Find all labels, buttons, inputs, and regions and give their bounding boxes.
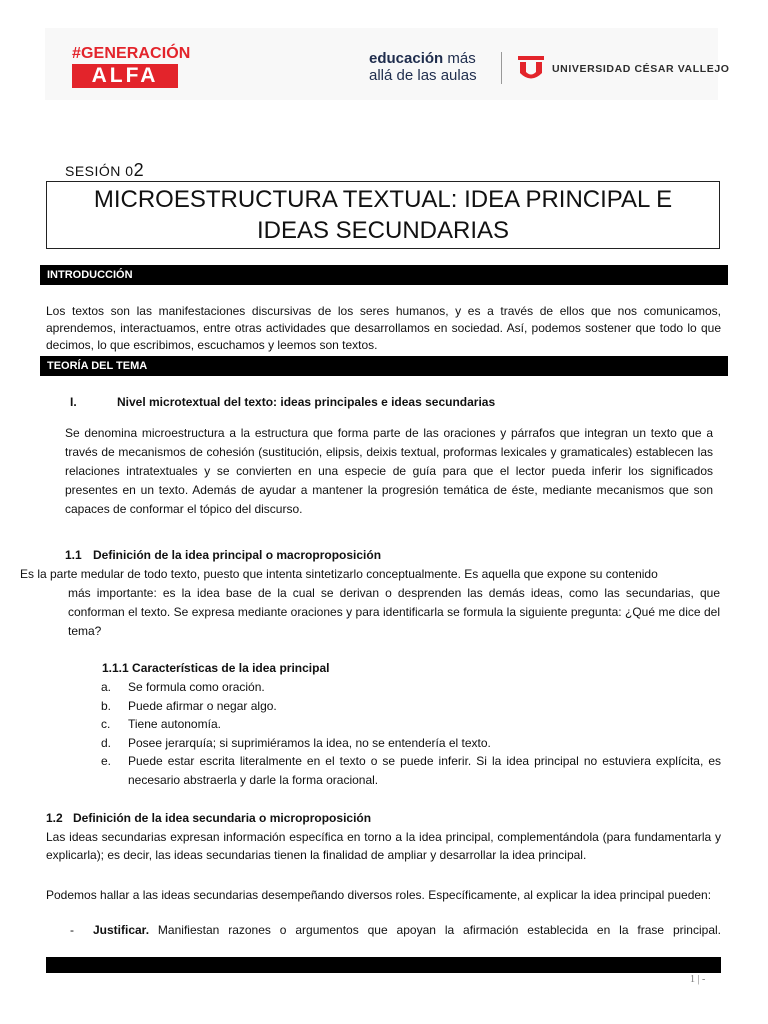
section-1-1-first-line: Es la parte medular de todo texto, puesto que intenta sintetizarlo conceptualmente. Es aquella que expone su contenido [20, 567, 658, 581]
session-label: SESIÓN 02 [65, 160, 145, 180]
section-1-2-paragraph-1: Las ideas secundarias expresan información específica en torno a la idea principal, complementándola (para fundamentarla y explicarla); es decir, las ideas secundarias tienen la finalidad de ampliar y desarrollar la idea principal. [46, 830, 721, 862]
list-item: e. Puede estar escrita literalmente en el texto o se puede inferir. Si la idea principal no estuviera explícita, es necesario abstraerla y darle la forma oracional. [101, 754, 721, 787]
section-1-1-paragraph: más importante: es la idea base de la cual se derivan o desprenden las demás ideas, como las secundarias, que conforman el texto. Se expresa mediante oraciones y para identificarla se formula la siguiente pregunta: ¿Qué me dice del tema? [68, 586, 720, 638]
list-item: b. Puede afirmar o negar algo. [101, 698, 277, 713]
section1-title: Nivel microtextual del texto: ideas principales e ideas secundarias [117, 395, 496, 409]
list-item: a. Se formula como oración. [101, 680, 265, 694]
list-item: d. Posee jerarquía; si suprimiéramos la idea, no se entendería el texto. [101, 735, 491, 750]
ucv-logo-text: UNIVERSIDAD CÉSAR VALLEJO [552, 63, 730, 75]
intro-paragraph: Los textos son las manifestaciones discursivas de los seres humanos, y es a través de ellos que nos comunicamos, aprendemos, interactuamos, entre otras actividades que desarrollamos en sociedad. Así, podemos sostener que todo lo que decimos, lo que escribimos, escuchamos y leemos son textos. [46, 304, 721, 352]
bullet-dash: - [70, 923, 74, 937]
section1-paragraph: Se denomina microestructura a la estructura que forma parte de las oraciones y párrafos que integran un texto que a través de mecanismos de cohesión (sustitución, elipsis, deixis textual, proformas lexicales y gramaticales) establecen las relaciones intratextuales y se convierten en una especie de guía para que el lector pueda inferir los significados presentes en un texto. Además de ayudar a mantener la progresión temática de éste, mediante mecanismos que son capaces de conformar el tópico del discurso. [65, 426, 713, 516]
educacion-tagline-line1: educación más [369, 50, 476, 67]
section-1-2-title: Definición de la idea secundaria o microproposición [73, 811, 372, 825]
generacion-logo-text: #GENERACIÓN [72, 45, 191, 62]
ucv-logo-icon [518, 56, 544, 80]
footer-bar [46, 957, 721, 973]
characteristics-list [101, 678, 721, 789]
header-divider [501, 52, 502, 84]
alfa-logo: ALFA [72, 64, 178, 88]
theory-heading: TEORÍA DEL TEMA [40, 356, 728, 376]
list-item: c. Tiene autonomía. [101, 717, 221, 731]
page-title: MICROESTRUCTURA TEXTUAL: IDEA PRINCIPAL E IDEAS SECUNDARIAS [93, 186, 673, 244]
title-box [46, 181, 720, 249]
intro-heading: INTRODUCCIÓN [40, 265, 728, 285]
section-1-2-paragraph-2: Podemos hallar a las ideas secundarias desempeñando diversos roles. Específicamente, al explicar la idea principal pueden: [46, 888, 712, 902]
educacion-tagline-line2: allá de las aulas [369, 67, 477, 84]
section-1-2-number: 1.2 [46, 811, 63, 825]
section1-number: I. [70, 395, 77, 409]
page-number: 1 | - [690, 974, 706, 985]
bullet-justificar: Justificar. Manifiestan razones o argumentos que apoyan la afirmación establecida en la frase principal. [93, 923, 721, 937]
section-1-1-number: 1.1 [65, 548, 82, 562]
section-1-1-title: Definición de la idea principal o macroproposición [93, 548, 382, 562]
section-1-1-1-title: 1.1.1 Características de la idea principal [102, 661, 330, 675]
